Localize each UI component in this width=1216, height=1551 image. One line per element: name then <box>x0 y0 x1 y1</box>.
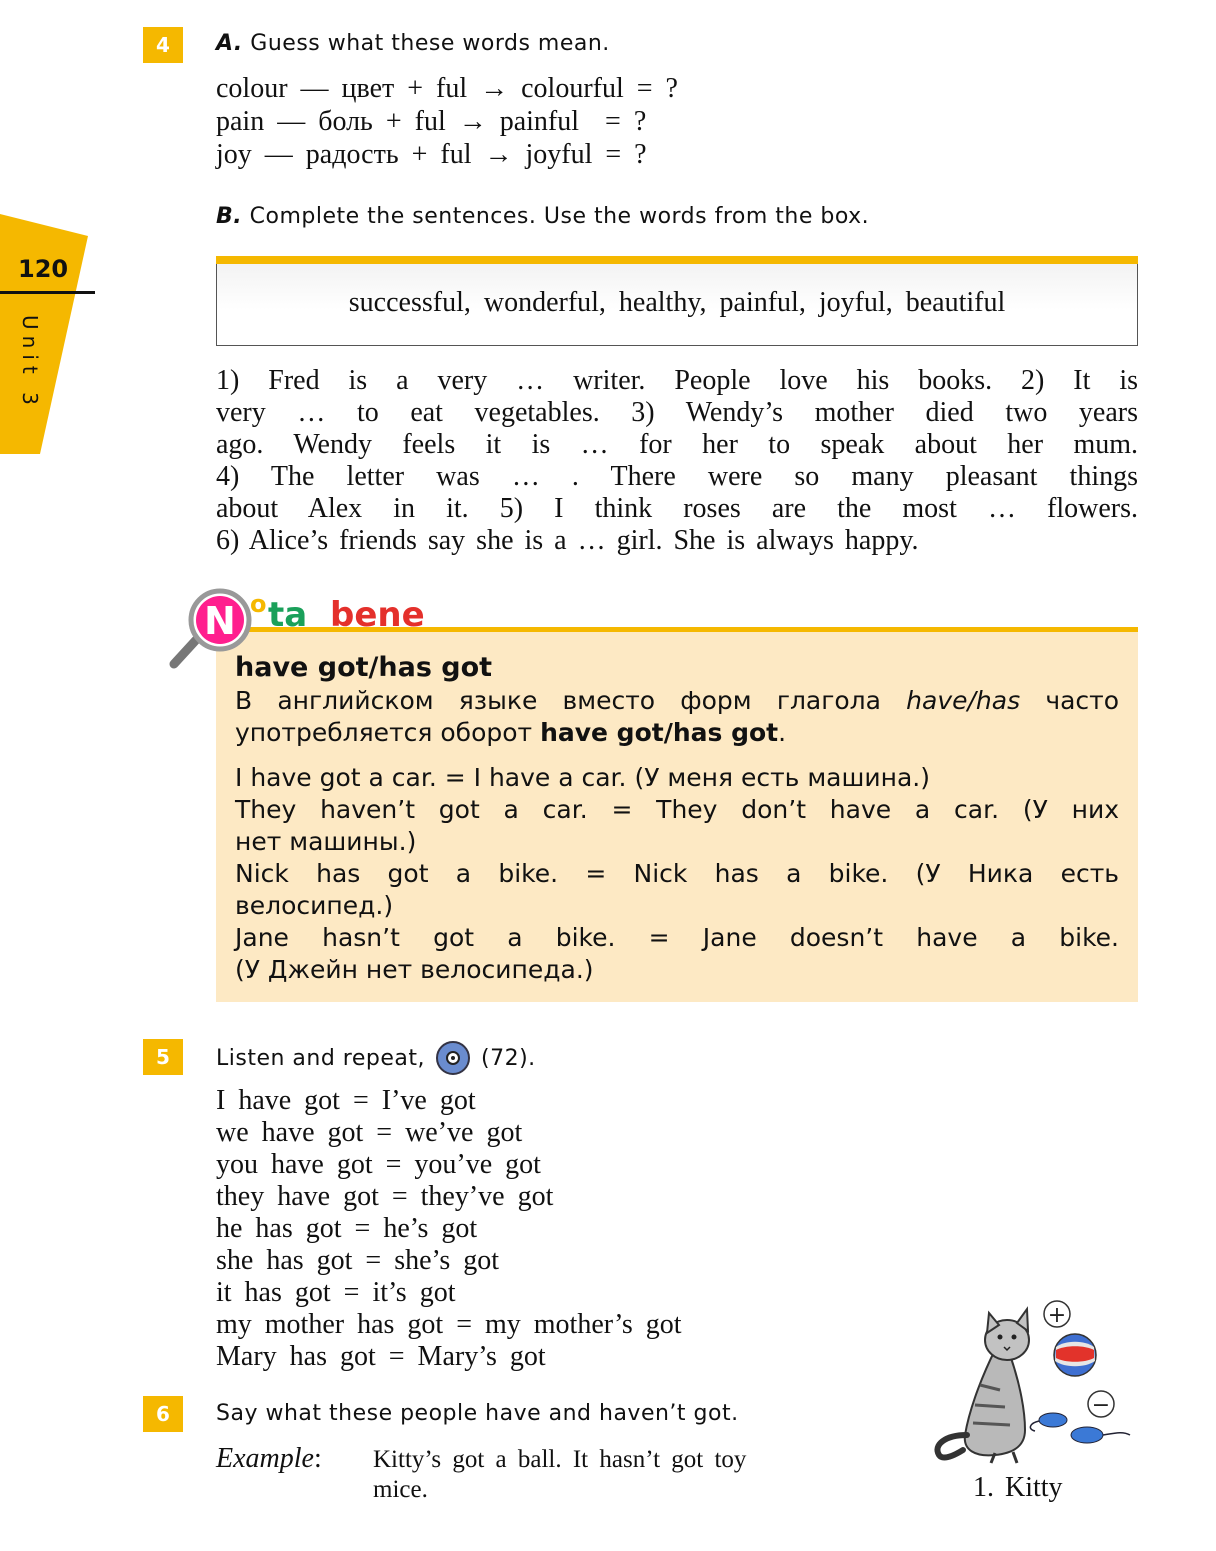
word-box <box>216 256 1138 346</box>
contraction-line: I have got = I’ve got <box>216 1085 476 1116</box>
part-b-label: B. <box>216 204 243 229</box>
page-number-rule <box>0 291 95 294</box>
logo-letter-n: N <box>204 599 236 643</box>
part-a-label: A. <box>216 31 243 56</box>
exercise-6-number: 6 <box>143 1396 183 1432</box>
contraction-line: he has got = he’s got <box>216 1213 478 1244</box>
example-line-1: Kitty’s got a ball. It hasn’t got toy <box>373 1446 747 1473</box>
contraction-line: we have got = we’ve got <box>216 1117 523 1148</box>
part-a-text: Guess what these words mean. <box>250 31 610 56</box>
paragraph-line: 4) The letter was … . There were so many pleasant things <box>216 461 1138 492</box>
intro-line-2 <box>235 717 1119 749</box>
intro-italic: have/has <box>906 686 1021 715</box>
example-line: They haven’t got a car. = They don’t have a car. (У них <box>235 795 1119 824</box>
exercise-5-instruction <box>216 1040 536 1076</box>
word-formation-line: pain — боль + ful → painful = ? <box>216 106 647 137</box>
intro-text-2: употребляется оборот <box>235 718 533 747</box>
contraction-line: it has got = it’s got <box>216 1277 456 1308</box>
intro-text-end: часто <box>1045 686 1120 715</box>
toy-mice-icon <box>1030 1413 1130 1443</box>
word-formation-line: colour — цвет + ful → colourful = ? <box>216 73 678 104</box>
nota-bene-intro <box>235 685 1119 749</box>
example-line: нет машины.) <box>235 827 417 856</box>
contraction-line: you have got = you’ve got <box>216 1149 541 1180</box>
contraction-line: she has got = she’s got <box>216 1245 499 1276</box>
logo-letters-ta: ta <box>268 595 308 635</box>
paragraph-line: very … to eat vegetables. 3) Wendy’s mother died two years <box>216 397 1138 428</box>
example-line-2: mice. <box>373 1476 428 1503</box>
example-line: велосипед.) <box>235 891 394 920</box>
unit-side-tab <box>0 214 88 454</box>
exercise-4b-instruction <box>216 204 869 229</box>
cat-drawing <box>937 1309 1029 1463</box>
contraction-line: they have got = they’ve got <box>216 1181 554 1212</box>
ball-icon <box>1054 1334 1096 1376</box>
paragraph-line: 1) Fred is a very … writer. People love his books. 2) It is <box>216 365 1138 396</box>
paragraph-line: about Alex in it. 5) I think roses are the most … flowers. <box>216 493 1138 524</box>
sentences-paragraph <box>216 365 1138 557</box>
nota-bene-examples <box>235 762 1119 986</box>
example-label <box>216 1443 322 1475</box>
example-line: Nick has got a bike. = Nick has a bike. (У Ника есть <box>235 859 1119 888</box>
example-line: (У Джейн нет велосипеда.) <box>235 955 594 984</box>
intro-dot: . <box>778 718 787 747</box>
contraction-line: my mother has got = my mother’s got <box>216 1309 682 1340</box>
example-sentence <box>373 1445 746 1505</box>
contractions-list <box>216 1085 682 1373</box>
example-line: I have got a car. = I have a car. (У меня есть машина.) <box>235 763 930 792</box>
example-word: Example <box>216 1443 314 1474</box>
paragraph-line: ago. Wendy feels it is … for her to speak about her mum. <box>216 429 1138 460</box>
contraction-line: Mary has got = Mary’s got <box>216 1341 546 1372</box>
listen-text: Listen and repeat, <box>216 1045 426 1071</box>
word-formation-line: joy — радость + ful → joyful = ? <box>216 139 647 170</box>
intro-text: В английском языке вместо форм глагола <box>235 686 881 715</box>
exercise-5-number: 5 <box>143 1039 183 1075</box>
example-colon: : <box>313 1443 322 1474</box>
word-box-words: successful, wonderful, healthy, painful, joyful, beautiful <box>348 287 1006 318</box>
kitty-illustration <box>925 1295 1140 1470</box>
minus-sign: − <box>1091 1393 1111 1418</box>
audio-cd-icon[interactable] <box>435 1040 471 1076</box>
exercise-6-instruction: Say what these people have and haven’t got. <box>216 1401 739 1426</box>
intro-line-1 <box>235 685 1119 717</box>
logo-letter-o: o <box>250 590 267 618</box>
exercise-4a-instruction <box>216 31 610 56</box>
logo-word-bene: bene <box>330 595 425 635</box>
plus-sign-icon <box>1044 1301 1070 1328</box>
exercise-4-number: 4 <box>143 27 183 63</box>
plus-sign: + <box>1047 1303 1067 1328</box>
example-line: Jane hasn’t got a bike. = Jane doesn’t have a bike. <box>235 923 1119 952</box>
paragraph-line: 6) Alice’s friends say she is a … girl. She is always happy. <box>216 525 919 556</box>
nota-bene-title: have got/has got <box>235 652 493 683</box>
track-number: (72). <box>481 1045 536 1071</box>
page-number: 120 <box>18 255 69 283</box>
part-b-text: Complete the sentences. Use the words from the box. <box>249 204 870 229</box>
minus-sign-icon <box>1088 1391 1114 1418</box>
word-box-top-bar <box>216 256 1138 264</box>
unit-label: Unit 3 <box>18 315 42 411</box>
intro-bold: have got/has got <box>540 718 779 747</box>
kitty-caption: 1. Kitty <box>973 1472 1063 1503</box>
